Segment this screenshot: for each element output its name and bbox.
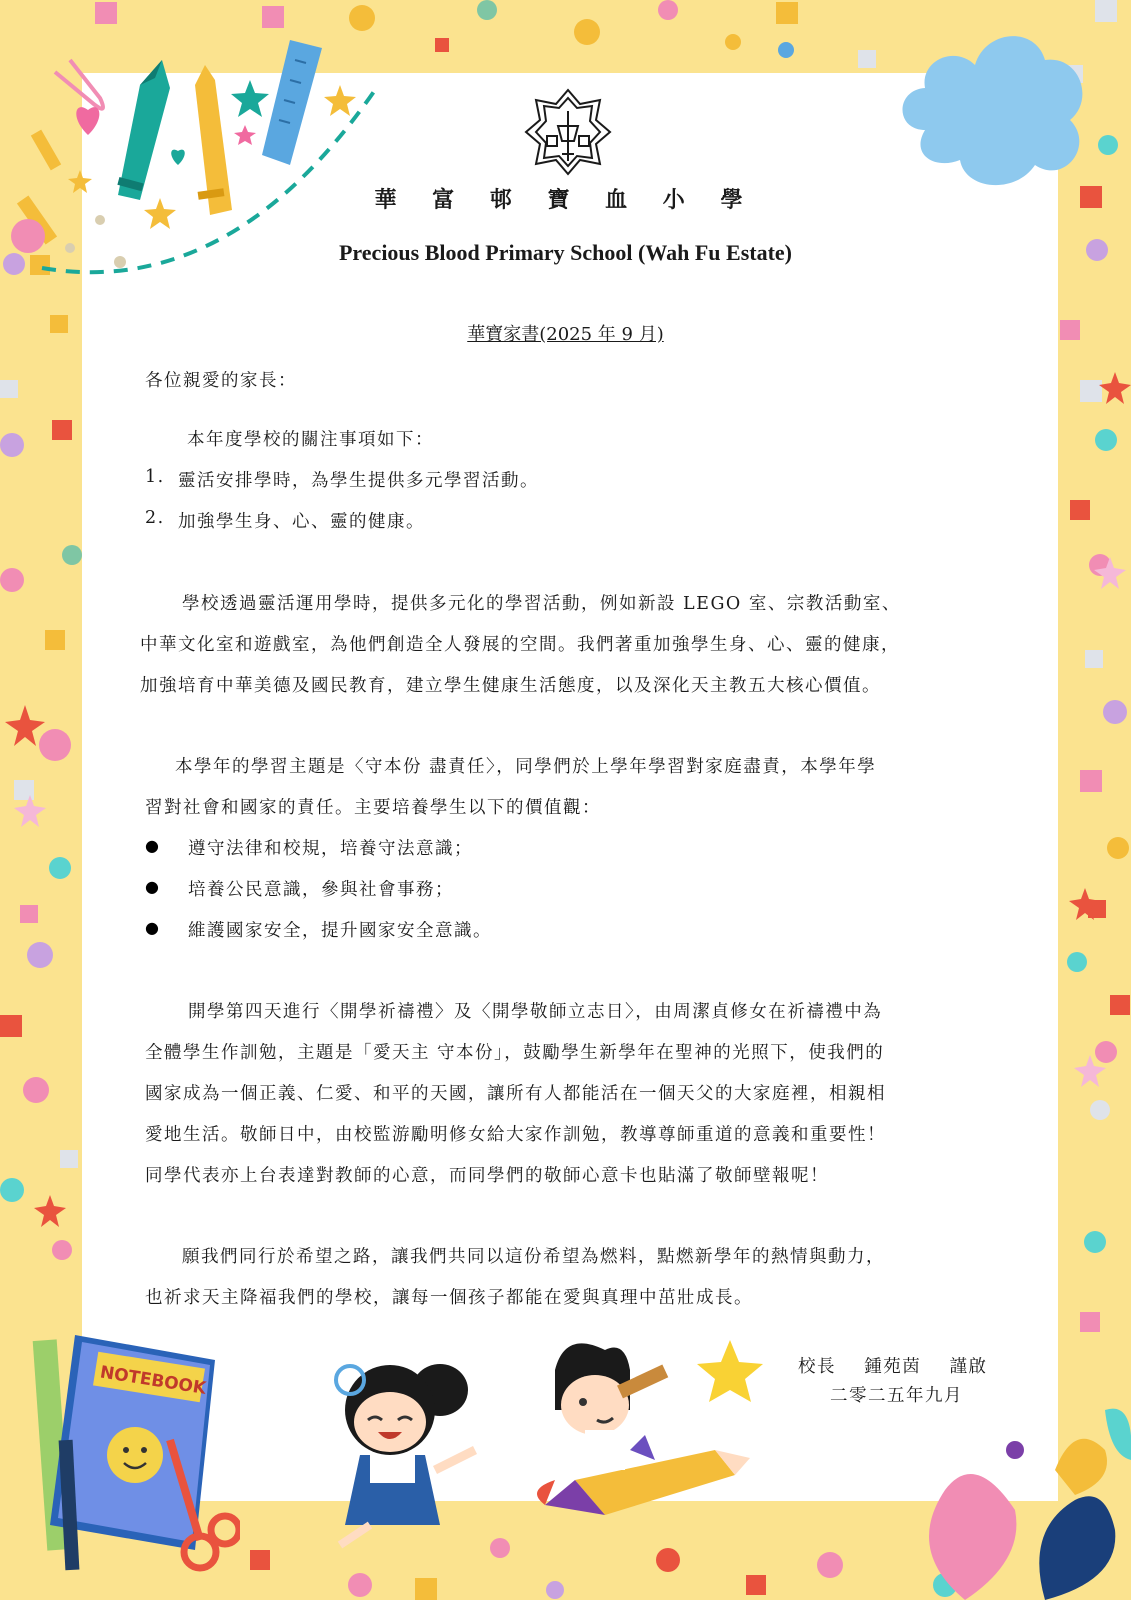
paragraph-line: 本學年的學習主題是〈守本份 盡責任〉，同學們於上學年學習對家庭盡責，本學年學 xyxy=(175,757,877,777)
focus-item-number: 2. xyxy=(145,508,165,528)
signature-date: 二零二五年九月 xyxy=(830,1386,963,1406)
focus-item: 靈活安排學時，為學生提供多元學習活動。 xyxy=(178,471,539,491)
letter-title: 華寶家書(2025 年 9 月) xyxy=(467,324,664,345)
notebook-label: NOTEBOOK xyxy=(98,1362,208,1399)
bullet-icon: ● xyxy=(145,918,159,937)
crayon-icon xyxy=(117,60,170,200)
heart-icon xyxy=(171,150,185,165)
paragraph-line: 學校透過靈活運用學時，提供多元化的學習活動，例如新設 LEGO 室、宗教活動室、 xyxy=(182,594,901,614)
paragraph-line: 也祈求天主降福我們的學校，讓每一個孩子都能在愛與真理中茁壯成長。 xyxy=(145,1288,753,1308)
paragraph-line: 願我們同行於希望之路，讓我們共同以這份希望為燃料，點燃新學年的熱情與動力， xyxy=(182,1247,885,1267)
paperclip-icon xyxy=(55,60,103,109)
focus-item-number: 1. xyxy=(145,467,165,487)
value-item: 維護國家安全，提升國家安全意識。 xyxy=(188,921,492,941)
cloud-icon xyxy=(895,20,1095,190)
school-name-chinese: 華 富 邨 寶 血 小 學 xyxy=(374,187,757,213)
bullet-icon: ● xyxy=(145,877,159,896)
paint-splash-decoration xyxy=(905,1400,1131,1600)
heart-icon xyxy=(76,107,99,135)
focus-intro: 本年度學校的關注事項如下： xyxy=(187,430,434,450)
notebook-decoration xyxy=(0,1320,240,1600)
girl-illustration xyxy=(290,1350,490,1550)
paragraph-line: 全體學生作訓勉，主題是「愛天主 守本份」，鼓勵學生新學年在聖神的光照下，使我們的 xyxy=(145,1043,885,1063)
paragraph-line: 習對社會和國家的責任。主要培養學生以下的價值觀： xyxy=(145,798,601,818)
signature-principal: 校長 鍾苑茵 謹啟 xyxy=(798,1357,988,1377)
paragraph-line: 開學第四天進行〈開學祈禱禮〉及〈開學敬師立志日〉，由周潔貞修女在祈禱禮中為 xyxy=(188,1002,883,1022)
paragraph-line: 加強培育中華美德及國民教育，建立學生健康生活態度，以及深化天主教五大核心價值。 xyxy=(140,676,881,696)
school-name-english: Precious Blood Primary School (Wah Fu Estate) xyxy=(338,240,793,265)
paragraph-line: 同學代表亦上台表達對教師的心意，而同學們的敬師心意卡也貼滿了敬師壁報呢！ xyxy=(145,1166,829,1186)
boy-on-rocket-illustration xyxy=(535,1330,765,1550)
focus-item: 加強學生身、心、靈的健康。 xyxy=(178,512,425,532)
value-item: 遵守法律和校規，培養守法意識； xyxy=(188,839,473,859)
paragraph-line: 國家成為一個正義、仁愛、和平的天國，讓所有人都能活在一個天父的大家庭裡，相親相 xyxy=(145,1084,886,1104)
school-crest-icon xyxy=(522,86,614,178)
bullet-icon: ● xyxy=(145,836,159,855)
paragraph-line: 中華文化室和遊戲室，為他們創造全人發展的空間。我們著重加強學生身、心、靈的健康， xyxy=(140,635,900,655)
paragraph-line: 愛地生活。敬師日中，由校監游勵明修女給大家作訓勉，教導尊師重道的意義和重要性！ xyxy=(145,1125,886,1145)
ruler-icon xyxy=(262,40,322,165)
greeting: 各位親愛的家長： xyxy=(145,371,297,391)
value-item: 培養公民意識，參與社會事務； xyxy=(188,880,454,900)
